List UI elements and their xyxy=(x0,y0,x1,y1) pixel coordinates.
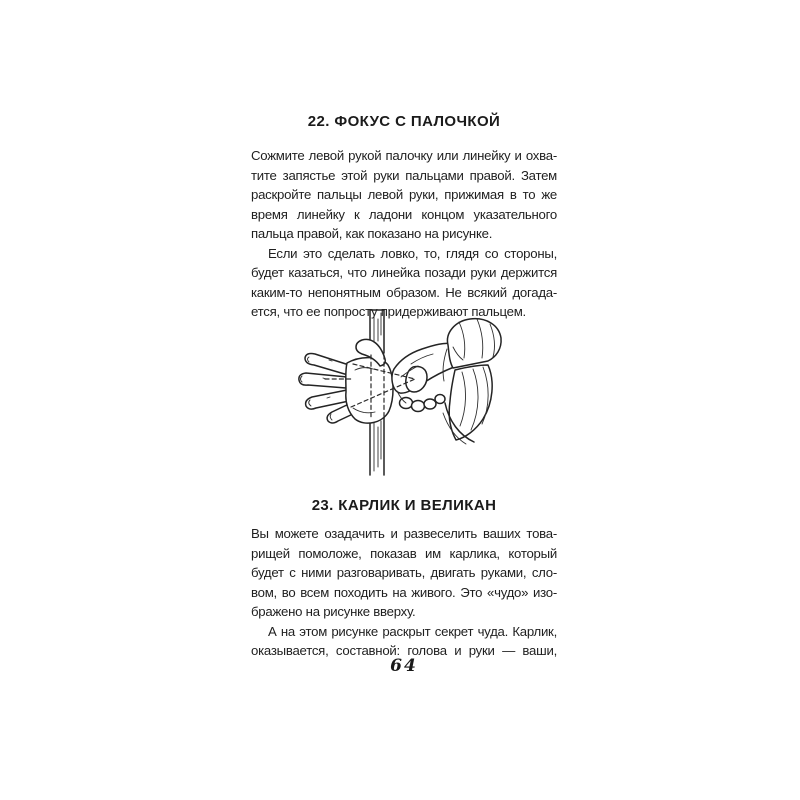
text-line: Сожмите левой рукой палочку или линейку и охва- xyxy=(251,148,557,163)
right-hand xyxy=(392,343,454,411)
text-line: Если это сделать ловко, то, глядя со стороны, xyxy=(268,245,557,261)
section-23-body xyxy=(251,524,557,661)
text-line: рищей помоложе, показав им карлика, который xyxy=(251,545,557,561)
text-line: пальца правой, как показано на рисунке. xyxy=(251,226,493,241)
text-line: будет с ними разговаривать, двигать руками, сло- xyxy=(251,565,557,580)
section-22-title: 22. ФОКУС С ПАЛОЧКОЙ xyxy=(307,113,501,130)
text-line: вом, во всем походить на живого. Это «чудо» изо- xyxy=(251,584,557,600)
text-line: тите запястье этой руки пальцами правой. Затем xyxy=(251,167,557,183)
page-number: 64 xyxy=(390,656,418,676)
text-line: будет казаться, что линейка позади руки держится xyxy=(251,265,557,280)
text-line: ется, что ее попросту придерживают пальцем. xyxy=(251,304,526,319)
sleeve-cloth xyxy=(443,319,501,444)
section-23-title: 23. КАРЛИК И ВЕЛИКАН xyxy=(311,497,497,514)
left-hand xyxy=(299,339,393,423)
trick-figure-svg xyxy=(293,307,509,479)
text-line: Вы можете озадачить и развеселить ваших това- xyxy=(251,526,557,541)
text-line: бражено на рисунке вверху. xyxy=(251,604,416,619)
text-line: оказывается, составной: голова и руки — ваши, xyxy=(251,643,557,658)
section-22-body xyxy=(251,146,557,322)
text-line: каким-то непонятным образом. Не всякий догада- xyxy=(251,284,557,300)
text-line: раскройте пальцы левой руки, прижимая в то же xyxy=(251,187,557,202)
hand-and-stick-illustration xyxy=(293,307,509,479)
text-line: А на этом рисунке раскрыт секрет чуда. Карлик, xyxy=(268,623,557,639)
text-line: время линейку к ладони концом указательного xyxy=(251,206,557,222)
